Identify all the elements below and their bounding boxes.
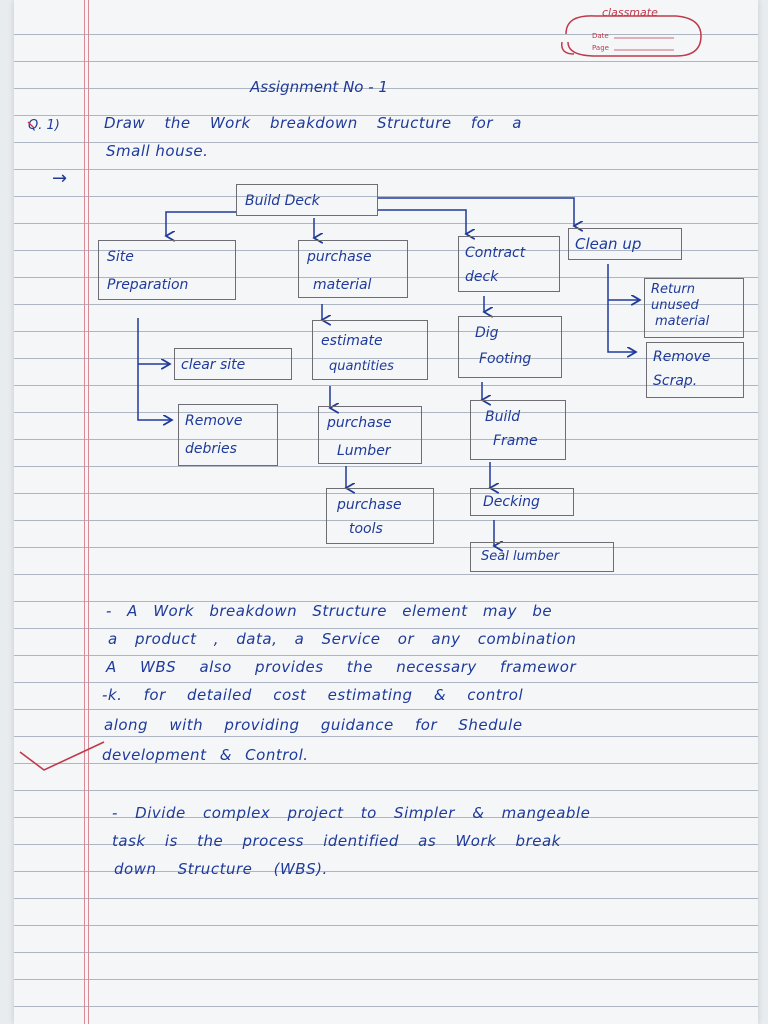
question-line-2: Small house. xyxy=(106,142,209,160)
answer-arrow: → xyxy=(52,168,68,189)
wbs-return-unused-label-1: Return xyxy=(651,282,695,297)
wbs-dig-footing-label-2: Footing xyxy=(479,351,532,367)
wbs-site-prep-label-2: Preparation xyxy=(107,277,189,293)
logo-brand: classmate xyxy=(602,6,658,19)
wbs-site-prep-label-1: Site xyxy=(107,249,134,265)
wbs-purchase-material-label-2: material xyxy=(313,277,372,293)
wbs-contract-deck-label-2: deck xyxy=(465,269,499,285)
wbs-return-unused-label-3: material xyxy=(655,314,710,329)
paragraph2-line-1: - Divide complex project to Simpler & mangeable xyxy=(112,804,591,822)
paragraph2-line-3: down Structure (WBS). xyxy=(114,860,328,878)
question-number: Q. 1) xyxy=(28,118,60,133)
wbs-remove-debris-label-1: Remove xyxy=(185,413,243,429)
paragraph1-line-6: development & Control. xyxy=(102,746,309,764)
wbs-dig-footing-label-1: Dig xyxy=(475,325,499,341)
paragraph1-line-1: - A Work breakdown Structure element may be xyxy=(106,602,553,620)
wbs-purchase-lumber-label-1: purchase xyxy=(327,415,392,431)
wbs-purchase-tools-label-1: purchase xyxy=(337,497,402,513)
wbs-clean-up-label: Clean up xyxy=(575,235,642,253)
wbs-build-frame-label-1: Build xyxy=(485,409,521,425)
paragraph1-line-4: -k. for detailed cost estimating & control xyxy=(102,686,524,704)
wbs-root-label: Build Deck xyxy=(245,193,320,209)
wbs-build-frame-label-2: Frame xyxy=(493,433,538,449)
logo-page-label: Page xyxy=(592,44,609,52)
wbs-seal-lumber-label: Seal lumber xyxy=(481,549,560,564)
paragraph1-line-5: along with providing guidance for Shedule xyxy=(104,716,523,734)
wbs-purchase-lumber-label-2: Lumber xyxy=(337,443,391,459)
wbs-remove-scrap-label-1: Remove xyxy=(653,349,711,365)
wbs-purchase-tools-label-2: tools xyxy=(349,521,383,537)
question-line-1: Draw the Work breakdown Structure for a xyxy=(104,114,522,132)
page-title: Assignment No - 1 xyxy=(250,78,388,96)
wbs-estimate-label-1: estimate xyxy=(321,333,383,349)
paragraph1-line-3: A WBS also provides the necessary framewor xyxy=(106,658,577,676)
paragraph1-line-2: a product , data, a Service or any combination xyxy=(108,630,577,648)
wbs-remove-scrap-label-2: Scrap. xyxy=(653,373,698,389)
wbs-return-unused-label-2: unused xyxy=(651,298,699,313)
wbs-remove-debris-label-2: debries xyxy=(185,441,237,457)
wbs-clear-site-label: clear site xyxy=(181,357,246,373)
wbs-purchase-material-label-1: purchase xyxy=(307,249,372,265)
wbs-estimate-label-2: quantities xyxy=(329,359,394,374)
wbs-contract-deck-label-1: Contract xyxy=(465,245,526,261)
logo-date-label: Date xyxy=(592,32,609,40)
paragraph2-line-2: task is the process identified as Work break xyxy=(112,832,561,850)
wbs-decking-label: Decking xyxy=(483,494,540,510)
